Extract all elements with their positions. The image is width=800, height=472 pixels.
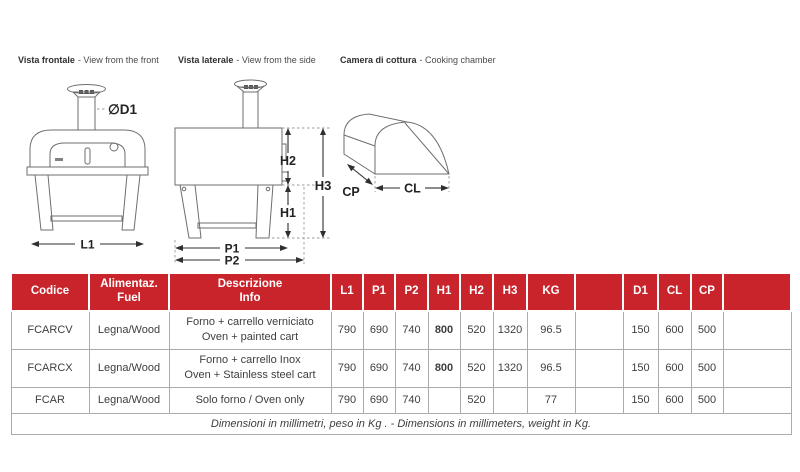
cell-d1: 150 bbox=[623, 311, 658, 349]
col-header-descrizione: Descrizione Info bbox=[169, 273, 331, 311]
cell-spacer bbox=[575, 311, 623, 349]
col-header-p2: P2 bbox=[395, 273, 428, 311]
side-view-drawing bbox=[168, 74, 336, 266]
col-header-h3: H3 bbox=[493, 273, 527, 311]
table-footer-row bbox=[11, 413, 791, 434]
col-header-fuel: Alimentaz. Fuel bbox=[89, 273, 169, 311]
cell-p1: 690 bbox=[363, 349, 395, 387]
front-view-title bbox=[18, 55, 159, 65]
cell-descrizione: Forno + carrello Inox Oven + Stainless steel cart bbox=[169, 349, 331, 387]
cell-fuel: Legna/Wood bbox=[89, 349, 169, 387]
cell-d1: 150 bbox=[623, 349, 658, 387]
extension-lines bbox=[175, 128, 330, 264]
col-header-kg: KG bbox=[527, 273, 575, 311]
cell-codice: FCARCX bbox=[11, 349, 89, 387]
dimension-arrow-h3 bbox=[315, 128, 332, 238]
dimension-label-h1: H1 bbox=[280, 206, 296, 220]
cell-d1: 150 bbox=[623, 387, 658, 413]
cell-h1: 800 bbox=[428, 311, 460, 349]
col-header-l1: L1 bbox=[331, 273, 363, 311]
col-header-cp: CP bbox=[691, 273, 723, 311]
side-view-title-it: Vista laterale bbox=[178, 55, 234, 65]
cell-p2: 740 bbox=[395, 311, 428, 349]
stand-legs bbox=[35, 175, 140, 230]
cell-cp: 500 bbox=[691, 387, 723, 413]
cell-p2: 740 bbox=[395, 349, 428, 387]
bolt-icon bbox=[266, 187, 270, 191]
lower-shelf bbox=[51, 216, 122, 221]
cell-l1: 790 bbox=[331, 311, 363, 349]
cell-h2: 520 bbox=[460, 387, 493, 413]
cell-kg: 96.5 bbox=[527, 311, 575, 349]
cell-descrizione: Forno + carrello verniciato Oven + painted cart bbox=[169, 311, 331, 349]
front-view-title-it: Vista frontale bbox=[18, 55, 75, 65]
cell-l1: 790 bbox=[331, 349, 363, 387]
col-header-h1: H1 bbox=[428, 273, 460, 311]
side-view-title-en: - View from the side bbox=[236, 55, 316, 65]
oven-body bbox=[27, 130, 148, 175]
dimension-label-h3: H3 bbox=[314, 178, 332, 193]
base-shelf bbox=[27, 167, 148, 175]
table-footnote: Dimensioni in millimetri, peso in Kg . - Dimensions in millimeters, weight in Kg. bbox=[11, 413, 791, 434]
dimension-label-d1: ∅D1 bbox=[108, 102, 138, 117]
chamber-title-it: Camera di cottura bbox=[340, 55, 417, 65]
door-handle bbox=[85, 148, 90, 164]
cell-h3 bbox=[493, 387, 527, 413]
dimension-label-p2: P2 bbox=[224, 253, 240, 266]
cell-cp: 500 bbox=[691, 349, 723, 387]
cell-fuel: Legna/Wood bbox=[89, 311, 169, 349]
cell-h3: 1320 bbox=[493, 349, 527, 387]
oven-door bbox=[50, 143, 125, 167]
oven-body-side bbox=[175, 128, 288, 185]
cell-p1: 690 bbox=[363, 311, 395, 349]
cell-h1: 800 bbox=[428, 349, 460, 387]
lower-shelf-side bbox=[198, 223, 256, 228]
cell-h2: 520 bbox=[460, 349, 493, 387]
bolt-icon bbox=[182, 187, 186, 191]
dimension-arrow-h1 bbox=[280, 185, 296, 238]
cell-h1 bbox=[428, 387, 460, 413]
cell-l1: 790 bbox=[331, 387, 363, 413]
cell-codice: FCARCV bbox=[11, 311, 89, 349]
cell-descrizione: Solo forno / Oven only bbox=[169, 387, 331, 413]
dimension-label-l1: L1 bbox=[80, 237, 95, 252]
cell-kg: 77 bbox=[527, 387, 575, 413]
col-header-cl: CL bbox=[658, 273, 691, 311]
dimension-label-h2: H2 bbox=[280, 154, 296, 168]
cell-endcap bbox=[723, 311, 791, 349]
table-row bbox=[11, 387, 791, 413]
side-view-title bbox=[178, 55, 316, 65]
dimension-arrow-cl bbox=[375, 182, 449, 196]
cell-fuel: Legna/Wood bbox=[89, 387, 169, 413]
chamber-title-en: - Cooking chamber bbox=[419, 55, 496, 65]
col-header-d1: D1 bbox=[623, 273, 658, 311]
cell-h3: 1320 bbox=[493, 311, 527, 349]
cooking-chamber-drawing bbox=[337, 98, 497, 213]
col-header-codice: Codice bbox=[11, 273, 89, 311]
table-header-row bbox=[11, 273, 791, 311]
cell-cl: 600 bbox=[658, 387, 691, 413]
cell-cp: 500 bbox=[691, 311, 723, 349]
cell-codice: FCAR bbox=[11, 387, 89, 413]
cell-endcap bbox=[723, 387, 791, 413]
brand-mark bbox=[55, 158, 63, 161]
cell-kg: 96.5 bbox=[527, 349, 575, 387]
col-header-spacer bbox=[575, 273, 623, 311]
dimension-arrow-l1 bbox=[31, 238, 144, 252]
table-row bbox=[11, 311, 791, 349]
chamber-solid bbox=[344, 114, 449, 174]
stand-legs-side bbox=[180, 185, 273, 238]
front-view-title-en: - View from the front bbox=[77, 55, 159, 65]
dimension-label-cl: CL bbox=[404, 181, 421, 196]
dimension-label-p1: P1 bbox=[224, 241, 240, 256]
cell-spacer bbox=[575, 349, 623, 387]
cell-cl: 600 bbox=[658, 311, 691, 349]
cell-endcap bbox=[723, 349, 791, 387]
cell-p1: 690 bbox=[363, 387, 395, 413]
thermometer-icon bbox=[110, 143, 118, 151]
cell-cl: 600 bbox=[658, 349, 691, 387]
col-header-h2: H2 bbox=[460, 273, 493, 311]
dimension-arrow-p2 bbox=[175, 254, 304, 267]
cell-p2: 740 bbox=[395, 387, 428, 413]
col-header-endcap bbox=[723, 273, 791, 311]
chamber-title bbox=[340, 55, 496, 65]
cell-h2: 520 bbox=[460, 311, 493, 349]
dimension-label-cp: CP bbox=[342, 185, 360, 199]
cell-spacer bbox=[575, 387, 623, 413]
chimney bbox=[68, 85, 106, 131]
table-row bbox=[11, 349, 791, 387]
col-header-p1: P1 bbox=[363, 273, 395, 311]
spec-table bbox=[10, 272, 792, 435]
chimney bbox=[235, 80, 267, 128]
front-view-drawing bbox=[15, 76, 170, 266]
